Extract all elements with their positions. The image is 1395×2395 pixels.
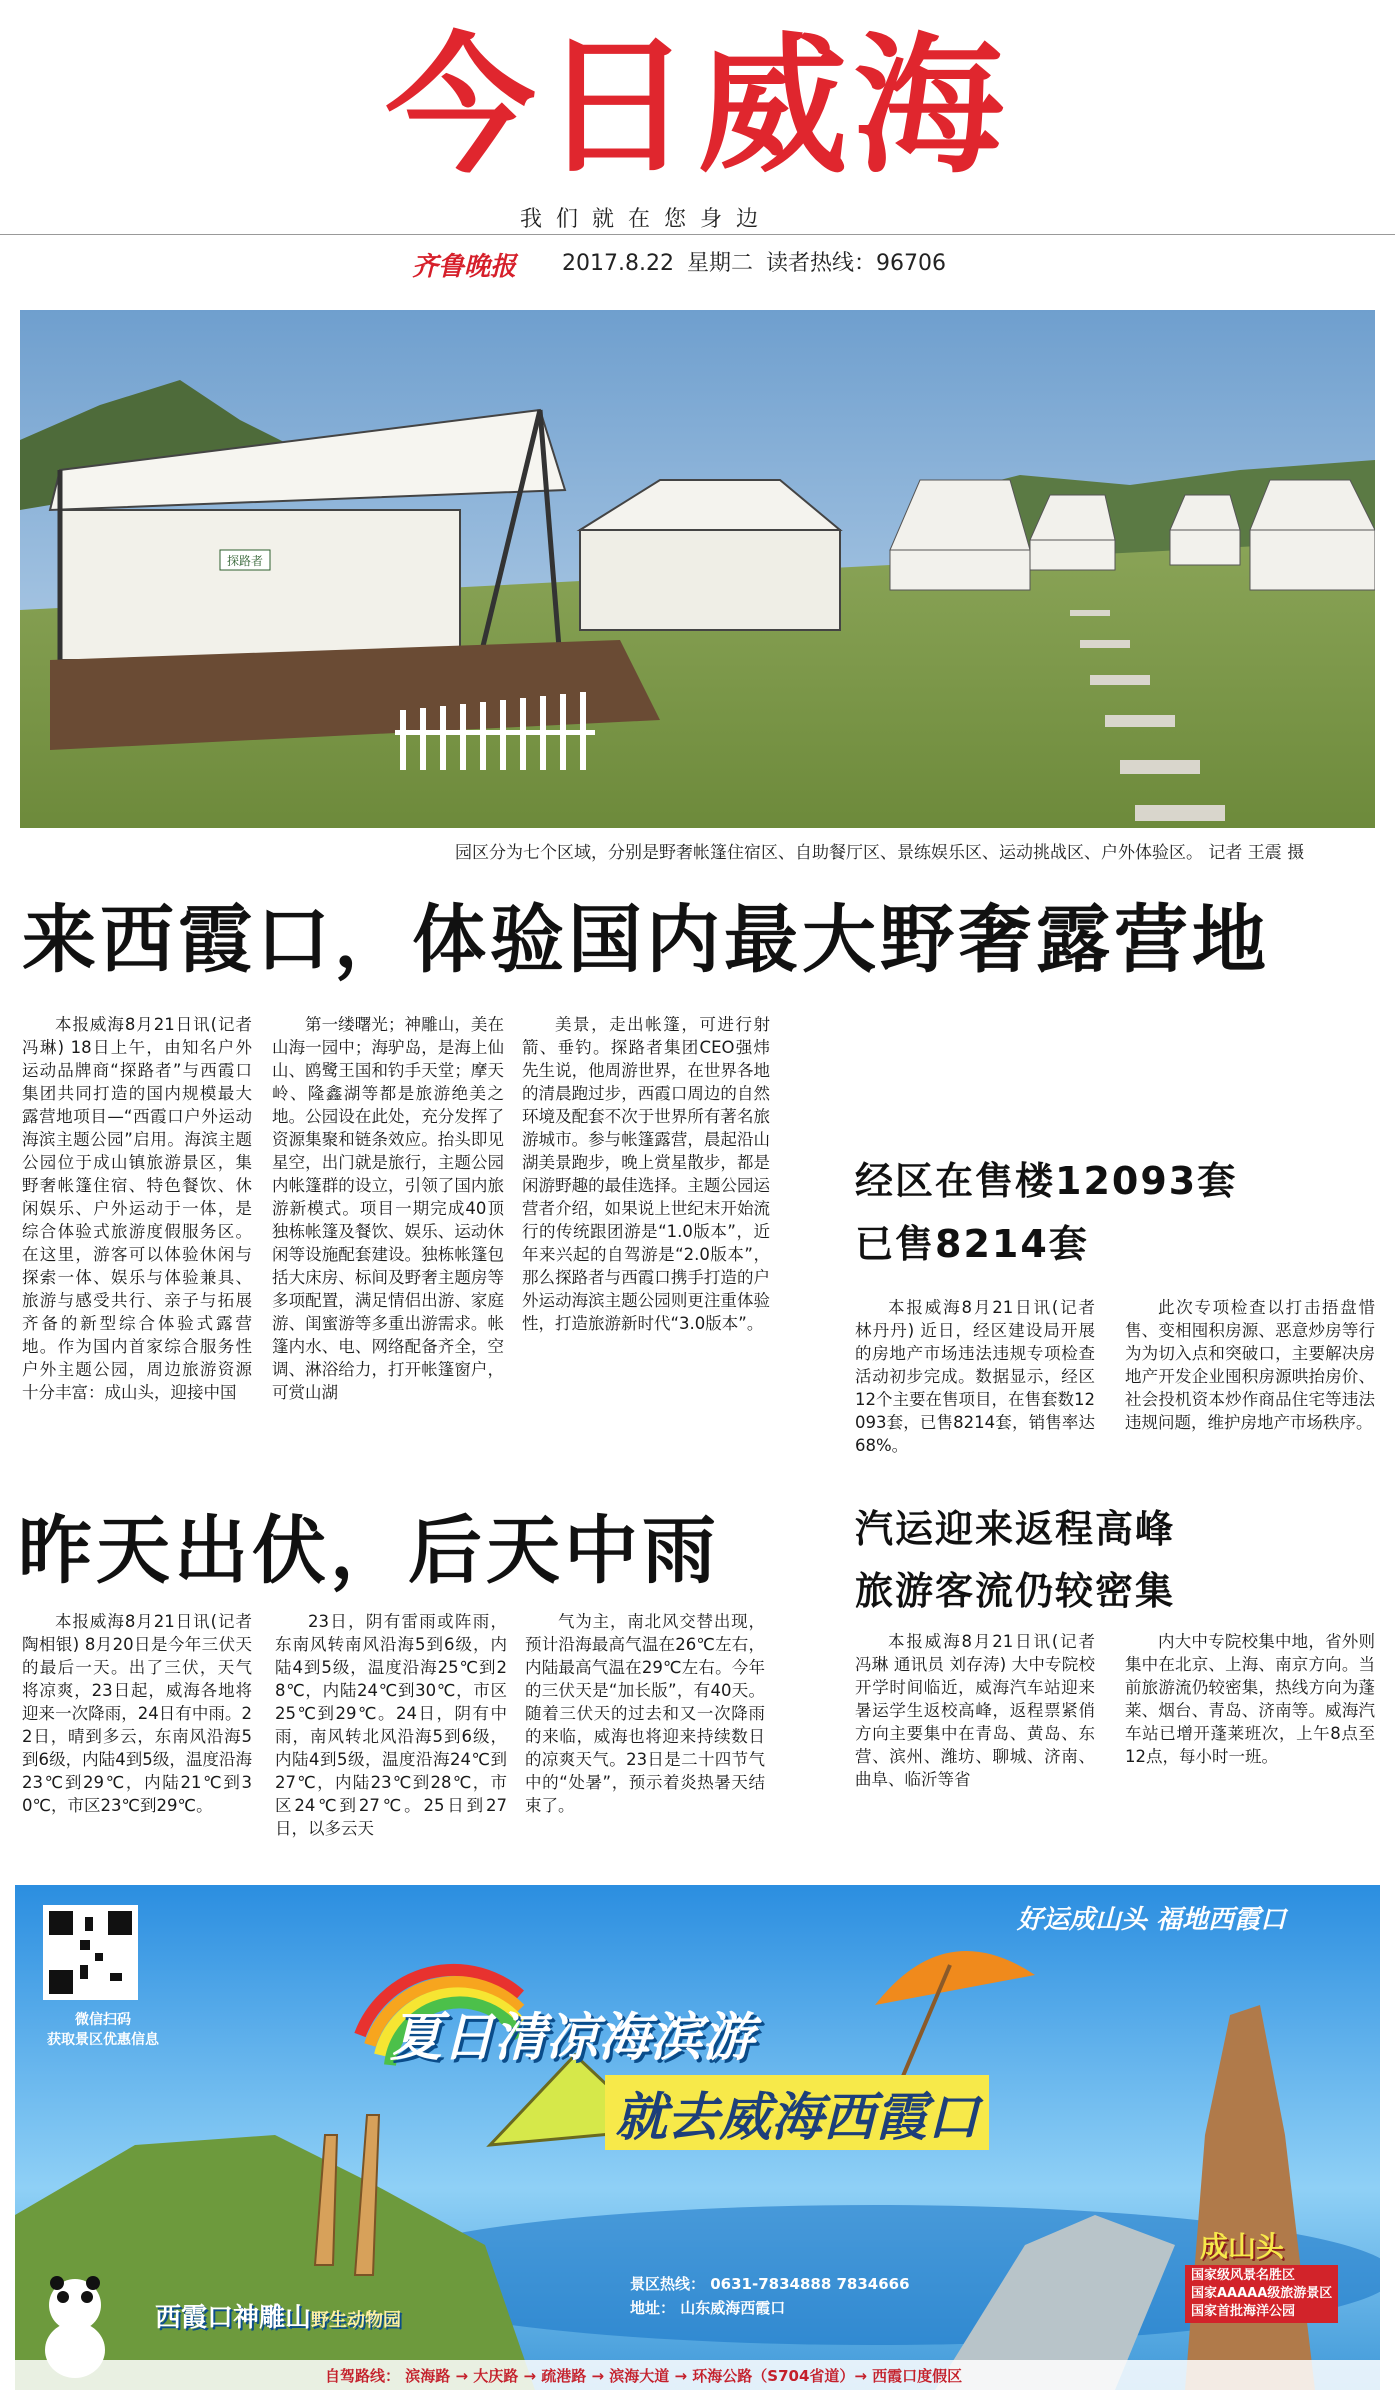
story4-headline-1: 汽运迎来返程高峰	[855, 1507, 1176, 1551]
glamping-photo	[20, 310, 1375, 828]
story1-headline: 来西霞口，体验国内最大野奢露营地	[22, 897, 1270, 983]
ad-hotline: 景区热线： 0631-7834888 7834666	[630, 2275, 910, 2293]
story4-text-2: 内大中专院校集中地，省外则集中在北京、上海、南京方向。当前旅游流仍较密集，热线方向为蓬莱、烟台、青岛、济南等。威海汽车站已增开蓬莱班次，上午8点至12点，每小时一班。	[1125, 1632, 1375, 1766]
paper-name-logo: 齐鲁晚报	[412, 252, 517, 282]
story2-headline-2: 已售8214套	[855, 1222, 1089, 1266]
badge-2: 国家AAAAA级旅游景区	[1191, 2286, 1333, 2301]
story3-text-1: 本报威海8月21日讯(记者 陶相银) 8月20日是今年三伏天的最后一天。出了三伏，天气将凉爽，23日起，威海各地将迎来一次降雨，24日有中雨。22日，晴到多云，东南风沿海5到6级，内陆4到5级，温度沿海23℃到29℃，内陆21℃到30℃，市区23℃到29℃。	[22, 1612, 252, 1815]
qr-caption-line-1: 微信扫码	[75, 2012, 131, 2028]
story4-column-1	[855, 1630, 1095, 1840]
story3-column-1	[22, 1610, 252, 1865]
photo-caption: 园区分为七个区域，分别是野奢帐篷住宿区、自助餐厅区、景练娱乐区、运动挑战区、户外体验区。 记者 王震 摄	[455, 843, 1305, 863]
story3-headline: 昨天出伏，后天中雨	[18, 1508, 720, 1594]
story4-column-2	[1125, 1630, 1375, 1840]
ad-address: 地址： 山东威海西霞口	[630, 2299, 786, 2317]
story3-text-2: 23日，阴有雷雨或阵雨，东南风转南风沿海5到6级，内陆4到5级，温度沿海25℃到28℃，内陆24℃到30℃，市区25℃到29℃。24日，阴有中雨，南风转北风沿海5到6级，内陆4到5级，温度沿海24℃到27℃，内陆23℃到28℃，市区24℃到27℃。25日到27日，以多云天	[275, 1612, 507, 1838]
dateline: 2017.8.22 星期二 读者热线：96706	[562, 251, 946, 276]
story4-headline-2: 旅游客流仍较密集	[855, 1569, 1176, 1613]
story1-text-1: 本报威海8月21日讯(记者 冯琳) 18日上午，由知名户外运动品牌商“探路者”与西霞口集团共同打造的国内规模最大露营地项目—“西霞口户外运动海滨主题公园”启用。海滨主题公园位于成山镇旅游景区，集野奢帐篷住宿、特色餐饮、休闲娱乐、户外运动于一体，是综合体验式旅游度假服务区。在这里，游客可以体验休闲与探索一体、娱乐与体验兼具、旅游与感受共行、亲子与拓展齐备的新型综合体验式露营地。作为国内首家综合服务性户外主题公园，周边旅游资源十分丰富：成山头，迎接中国	[22, 1015, 252, 1402]
glamping-illustration	[20, 310, 1375, 828]
chengshantou-label: 成山头	[1200, 2230, 1285, 2263]
park-name	[155, 2297, 401, 2334]
park-name-sub: 野生动物园	[311, 2310, 402, 2331]
story2-headline-1: 经区在售楼12093套	[855, 1159, 1238, 1203]
story2-text-1: 本报威海8月21日讯(记者 林丹丹) 近日，经区建设局开展的房地产市场违法违规专项检查活动初步完成。数据显示，经区12个主要在售项目，在售套数12093套，已售8214套，销售率达68%。	[855, 1298, 1095, 1455]
badge-3: 国家首批海洋公园	[1191, 2304, 1296, 2319]
story1-column-3	[522, 1013, 770, 1483]
story3-column-2	[275, 1610, 507, 1865]
tent-brand-label: 探路者	[226, 554, 264, 568]
badge-1: 国家级风景名胜区	[1191, 2268, 1296, 2283]
scenic-badges	[1185, 2265, 1338, 2323]
story3-text-3: 气为主，南北风交替出现，预计沿海最高气温在26℃左右，内陆最高气温在29℃左右。今年的三伏天是“加长版”，有40天。随着三伏天的过去和又一次降雨的来临，威海也将迎来持续数日的凉爽天气。23日是二十四节气中的“处暑”，预示着炎热暑天结束了。	[525, 1612, 765, 1815]
masthead-slogan: 我们就在您身边	[520, 207, 773, 232]
story2-text-2: 此次专项检查以打击捂盘惜售、变相囤积房源、恶意炒房等行为为切入点和突破口，主要解决房地产开发企业囤积房源哄抬房价、社会投机资本炒作商品住宅等违法违规问题，维护房地产市场秩序。	[1125, 1298, 1375, 1432]
tourism-advertisement	[15, 1885, 1380, 2390]
story4-text-1: 本报威海8月21日讯(记者 冯琳 通讯员 刘存涛) 大中专院校开学时间临近，威海汽车站迎来暑运学生返校高峰，返程票紧俏方向主要集中在青岛、黄岛、东营、滨州、潍坊、聊城、济南、曲阜、临沂等省	[855, 1632, 1095, 1789]
story1-text-3: 美景，走出帐篷，可进行射箭、垂钓。探路者集团CEO强炜先生说，他周游世界，在世界各地的清晨跑过步，西霞口周边的自然环境及配套不次于世界所有著名旅游城市。参与帐篷露营，晨起沿山湖美景跑步，晚上赏星散步，都是闲游野趣的最佳选择。主题公园运营者介绍，如果说上世纪末开始流行的传统跟团游是“1.0版本”，近年来兴起的自驾游是“2.0版本”，那么探路者与西霞口携手打造的户外运动海滨主题公园则更注重体验性，打造旅游新时代“3.0版本”。	[522, 1015, 770, 1333]
qr-caption-line-2: 获取景区优惠信息	[47, 2032, 159, 2048]
ad-slogan: 好运成山头 福地西霞口	[1017, 1905, 1287, 1935]
story3-column-3	[525, 1610, 765, 1865]
story2-column-2	[1125, 1296, 1375, 1456]
ad-title-1: 夏日清凉海滨游	[390, 2008, 755, 2068]
story1-column-1	[22, 1013, 252, 1483]
park-name-main: 西霞口神雕山	[155, 2303, 312, 2333]
newspaper-masthead: 今日威海	[385, 20, 1010, 194]
story1-text-2: 第一缕曙光；神雕山，美在山海一园中；海驴岛，是海上仙山、鸥鹭王国和钓手天堂；摩天岭、隆鑫湖等都是旅游绝美之地。公园设在此处，充分发挥了资源集聚和链条效应。抬头即见星空，出门就是旅行，主题公园内帐篷群的设立，引领了国内旅游新模式。项目一期完成40顶独栋帐篷及餐饮、娱乐、运动休闲等设施配套建设。独栋帐篷包括大床房、标间及野奢主题房等多项配置，满足情侣出游、家庭游、闺蜜游等多重出游需求。帐篷内水、电、网络配备齐全，空调、淋浴给力，打开帐篷窗户，可赏山湖	[272, 1015, 504, 1402]
qr-caption	[43, 2010, 163, 2050]
ad-title-2: 就去威海西霞口	[605, 2075, 989, 2150]
story1-column-2	[272, 1013, 504, 1483]
story2-column-1	[855, 1296, 1095, 1456]
masthead-divider	[0, 234, 1395, 235]
ad-route: 自驾路线： 滨海路 → 大庆路 → 疏港路 → 滨海大道 → 环海公路（S704省道）→ 西霞口度假区	[325, 2367, 963, 2385]
